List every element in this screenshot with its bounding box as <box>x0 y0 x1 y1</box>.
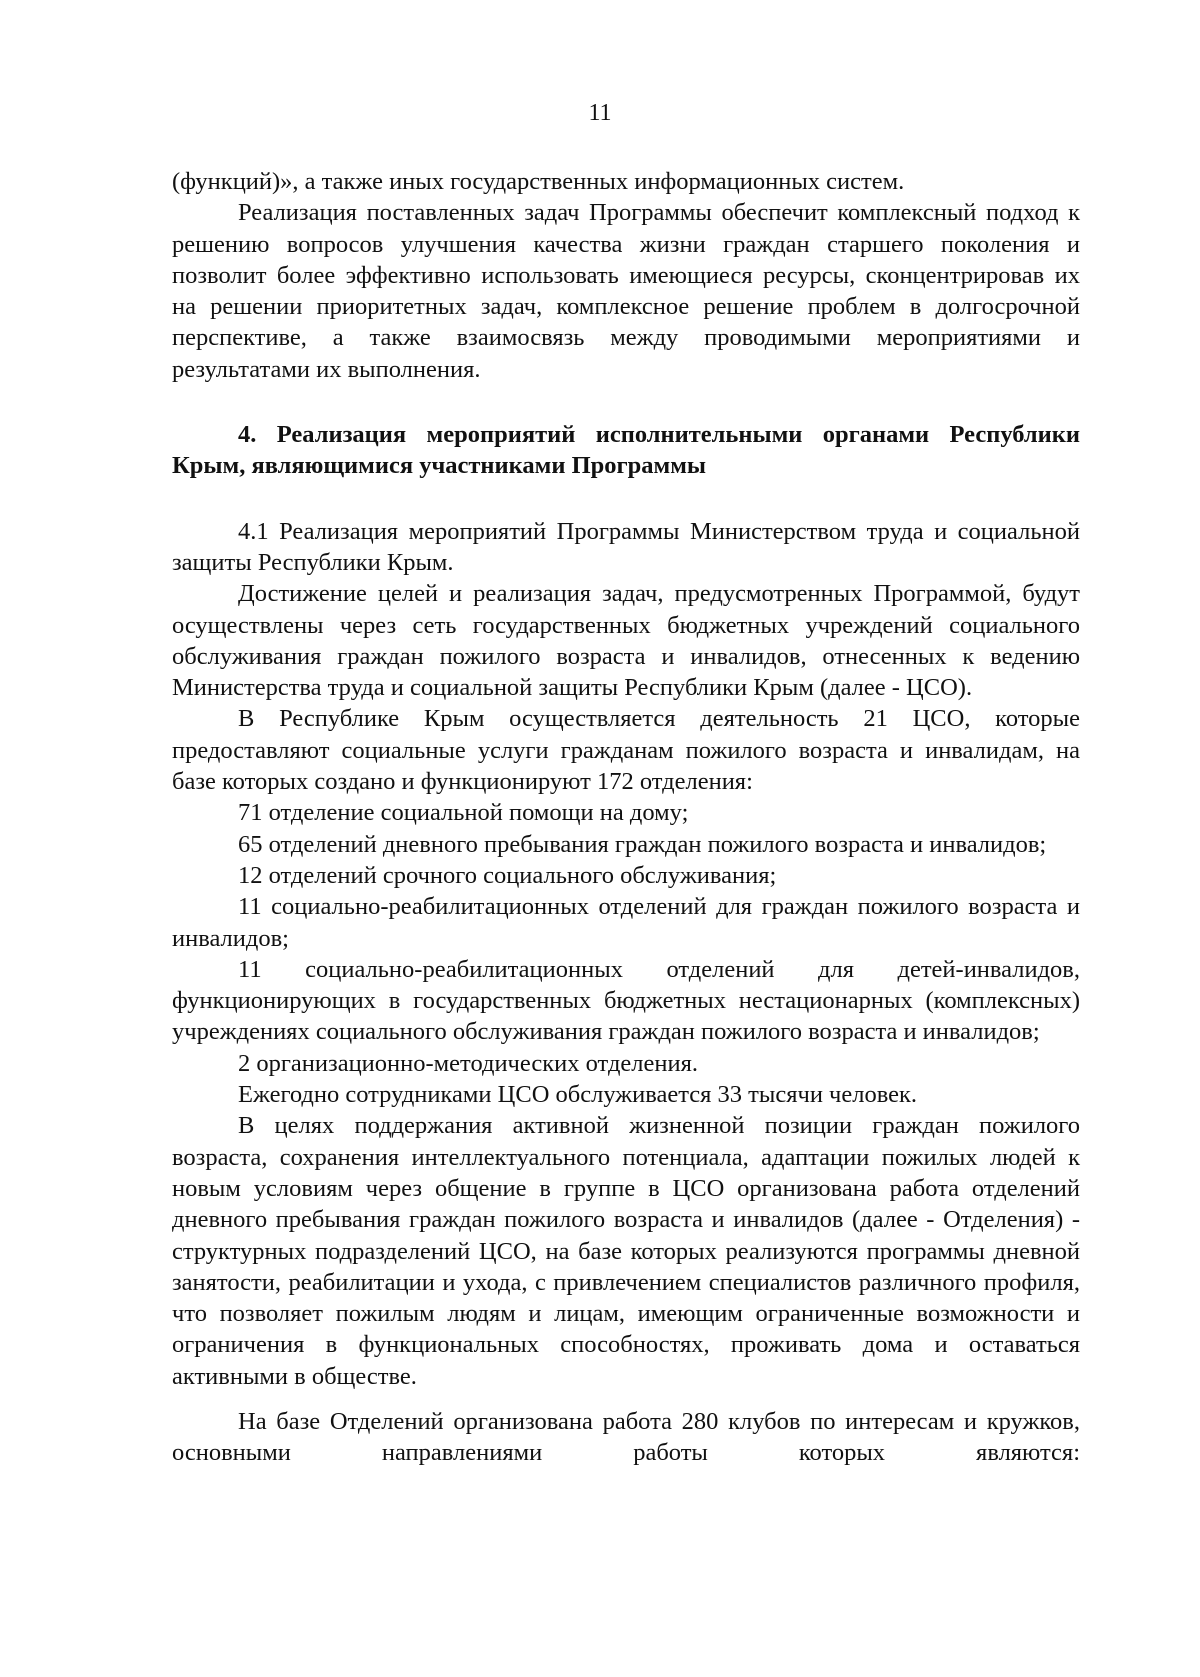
list-item-urgent-service: 12 отделений срочного социального обслуживания; <box>238 861 777 889</box>
section-heading: 4. Реализация мероприятий исполнительными органами Республики Крым, являющимися участниками Программы <box>172 421 1080 480</box>
paragraph-program-goals: Реализация поставленных задач Программы обеспечит комплексный подход к решению вопросов улучшения качества жизни граждан старшего поколения и позволит более эффективно использовать имеющиеся ресурсы, сконцентрировав их на решении приоритетных задач, комплексное решение проблем в долгосрочной перспективе, а также взаимосвязь между проводимыми мероприятиями и результатами их выполнения. <box>172 199 1080 383</box>
paragraph-active-life: В целях поддержания активной жизненной позиции граждан пожилого возраста, сохранения интеллектуального потенциала, адаптации пожилых людей к новым условиям через общение в группе в ЦСО организована работа отделений дневного пребывания граждан пожилого возраста и инвалидов (далее - Отделения) - структурных подразделений ЦСО, на базе которых реализуются программы дневной занятости, реабилитации и ухода, с привлечением специалистов различного профиля, что позволяет пожилым людям и лицам, имеющим ограниченные возможности и ограничения в функциональных способностях, проживать дома и оставаться активными в обществе. <box>172 1112 1080 1390</box>
page-number: 11 <box>588 100 612 126</box>
list-item-rehab-children: 11 социально-реабилитационных отделений для детей-инвалидов, функционирующих в государственных бюджетных нестационарных (комплексных) учреждениях социального обслуживания граждан пожилого возраста и инвалидов; <box>172 955 1080 1046</box>
paragraph-cso-count: В Республике Крым осуществляется деятельность 21 ЦСО, которые предоставляют социальные услуги гражданам пожилого возраста и инвалидам, на базе которых создано и функционируют 172 отделения: <box>172 705 1080 796</box>
paragraph-4-1: 4.1 Реализация мероприятий Программы Министерством труда и социальной защиты Республики Крым. <box>172 517 1080 576</box>
list-item-day-stay: 65 отделений дневного пребывания граждан пожилого возраста и инвалидов; <box>238 830 1047 858</box>
list-item-home-help: 71 отделение социальной помощи на дому; <box>238 799 689 827</box>
paragraph-cso-network: Достижение целей и реализация задач, предусмотренных Программой, будут осуществлены через сеть государственных бюджетных учреждений социального обслуживания граждан пожилого возраста и инвалидов, отнесенных к ведению Министерства труда и социальной защиты Республики Крым (далее - ЦСО). <box>172 580 1080 702</box>
paragraph-continuation: (функций)», а также иных государственных информационных систем. <box>172 168 905 195</box>
list-item-rehab-elderly: 11 социально-реабилитационных отделений для граждан пожилого возраста и инвалидов; <box>172 893 1080 952</box>
list-item-methodical: 2 организационно-методических отделения. <box>238 1049 698 1077</box>
document-body <box>172 166 1080 1469</box>
paragraph-clubs: На базе Отделений организована работа 280 клубов по интересам и кружков, основными направлениями работы которых являются: <box>172 1407 1080 1467</box>
paragraph-annual-service: Ежегодно сотрудниками ЦСО обслуживается 33 тысячи человек. <box>238 1081 918 1109</box>
